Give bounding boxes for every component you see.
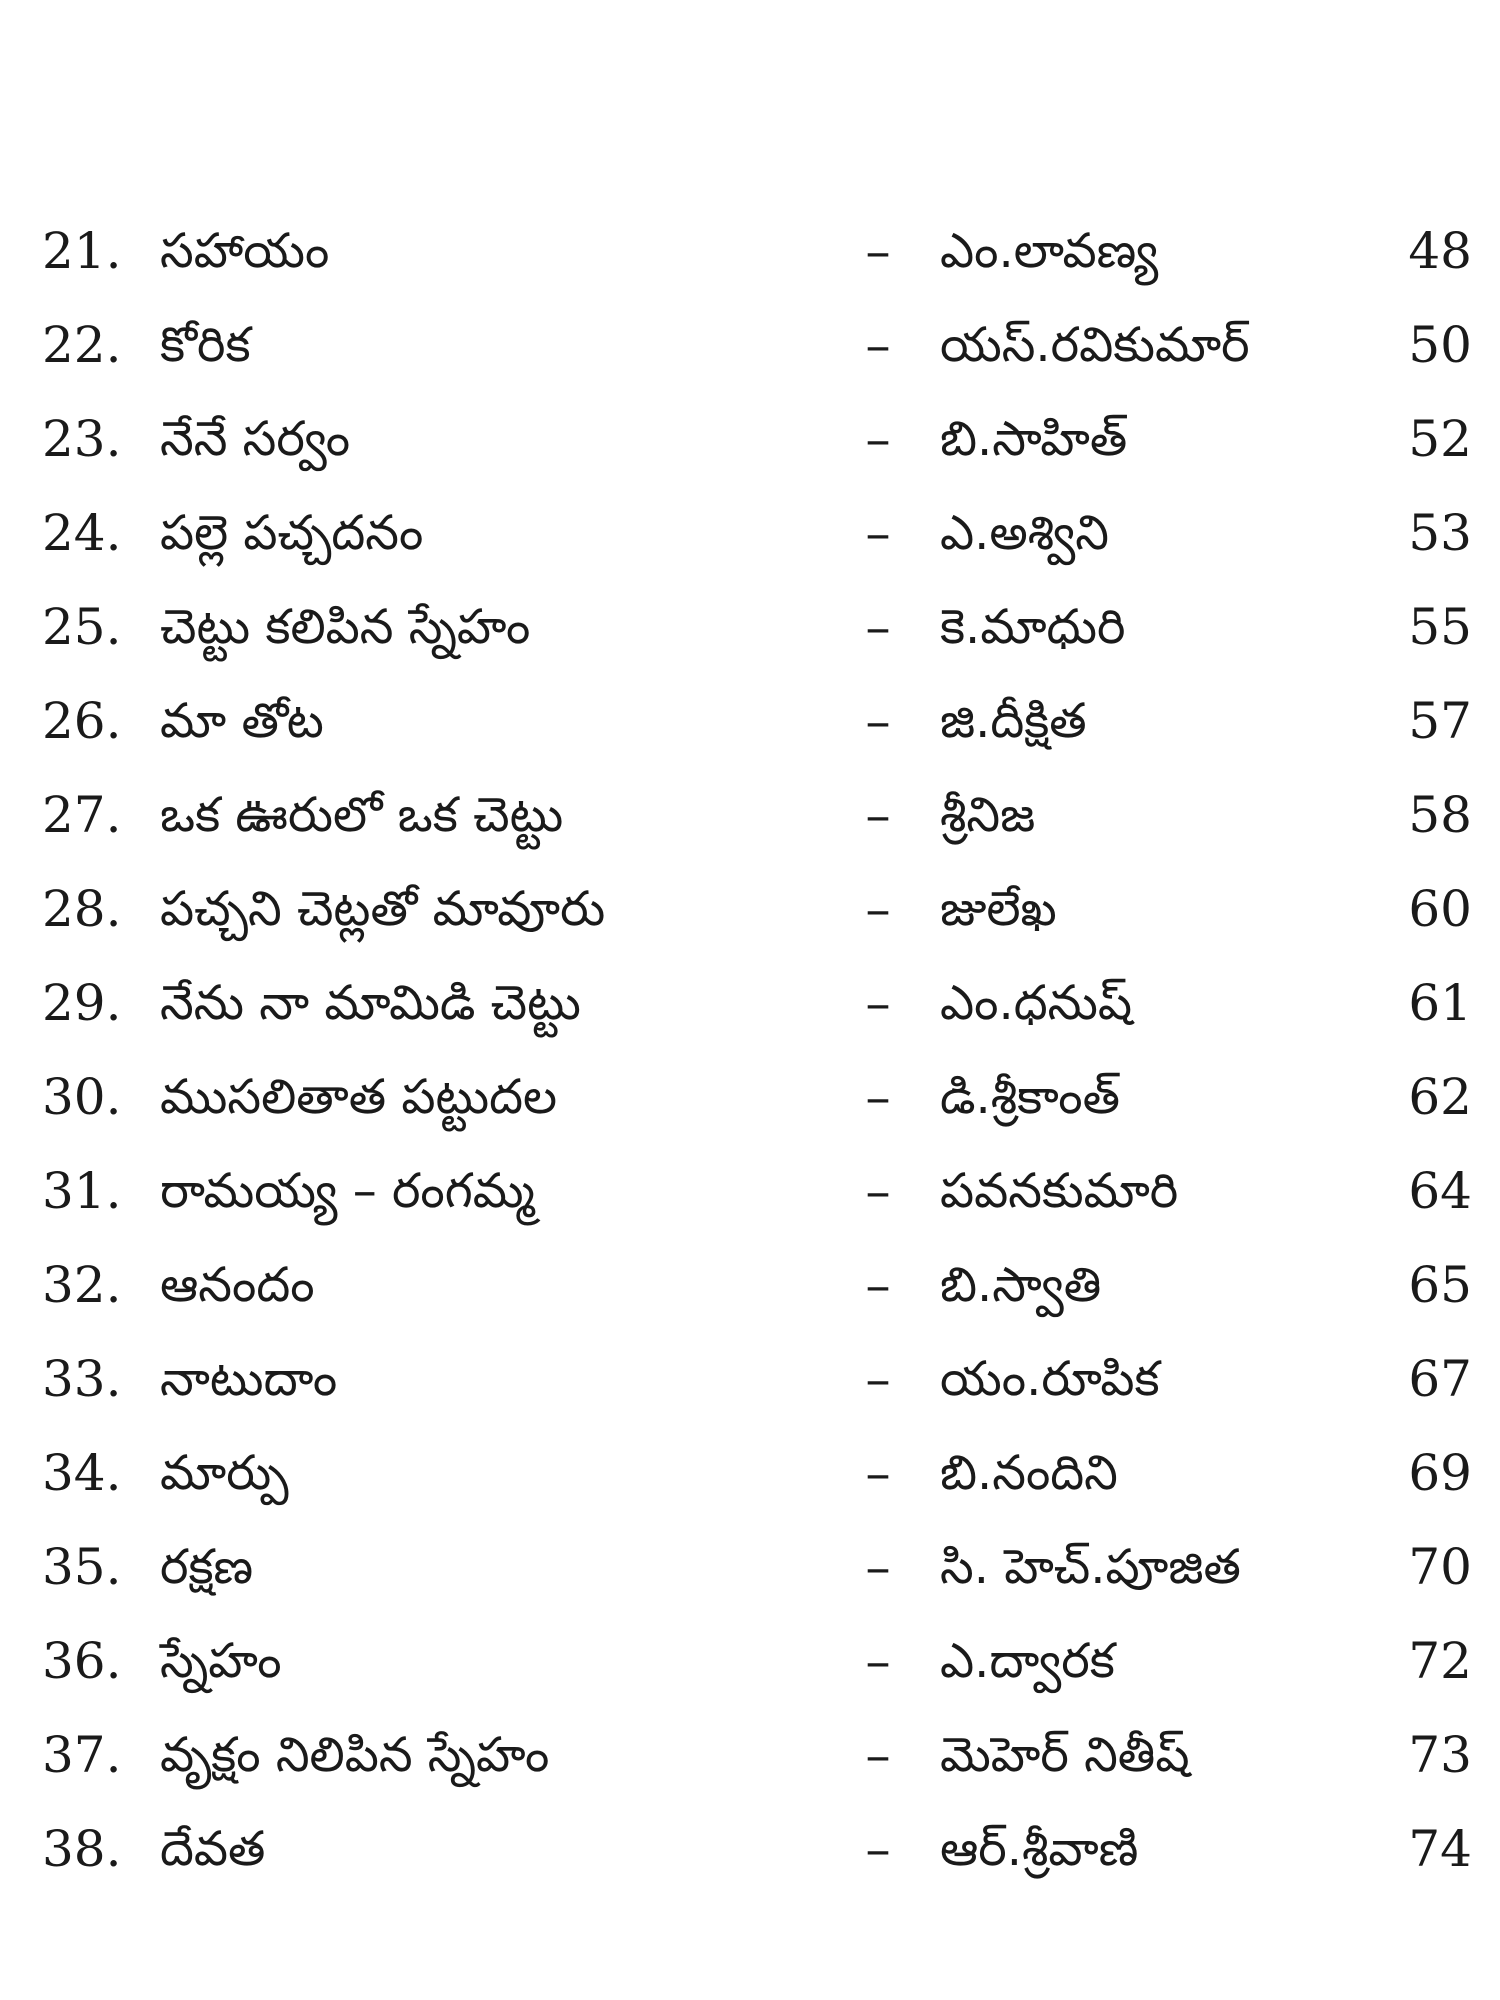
toc-entry <box>0 486 1500 580</box>
entry-title: కోరిక <box>160 317 251 373</box>
entry-number: 27. <box>42 786 122 844</box>
entry-page-number: 60 <box>1408 880 1472 938</box>
entry-author: ఎ.అశ్విని <box>940 505 1109 561</box>
entry-title: పల్లె పచ్చదనం <box>160 505 424 561</box>
entry-separator: – <box>865 1538 891 1596</box>
entry-page-number: 64 <box>1408 1162 1472 1220</box>
toc-entry <box>0 768 1500 862</box>
entry-number: 38. <box>42 1820 122 1878</box>
entry-author: బి.స్వాతి <box>940 1257 1102 1313</box>
entry-separator: – <box>865 1632 891 1690</box>
entry-number: 21. <box>42 222 122 280</box>
entry-page-number: 57 <box>1408 692 1472 750</box>
entry-author: ఆర్.శ్రీవాణి <box>940 1821 1139 1877</box>
toc-entry <box>0 1332 1500 1426</box>
toc-entry <box>0 1708 1500 1802</box>
entry-title: నేను నా మామిడి చెట్టు <box>160 975 581 1031</box>
entry-page-number: 62 <box>1408 1068 1472 1126</box>
entry-author: యం.రూపిక <box>940 1351 1160 1407</box>
entry-title: ముసలితాత పట్టుదల <box>160 1069 558 1125</box>
entry-title: చెట్టు కలిపిన స్నేహం <box>160 599 531 655</box>
entry-author: ఎ.ద్వారక <box>940 1633 1115 1689</box>
entry-separator: – <box>865 1444 891 1502</box>
entry-page-number: 74 <box>1408 1820 1472 1878</box>
entry-number: 22. <box>42 316 122 374</box>
entry-title: స్నేహం <box>160 1633 282 1689</box>
toc-entry <box>0 1426 1500 1520</box>
entry-title: రామయ్య – రంగమ్మ <box>160 1163 535 1219</box>
entry-separator: – <box>865 1256 891 1314</box>
entry-title: ఆనందం <box>160 1257 315 1313</box>
entry-separator: – <box>865 598 891 656</box>
toc-entry <box>0 1802 1500 1896</box>
entry-separator: – <box>865 974 891 1032</box>
toc-entry <box>0 1144 1500 1238</box>
entry-separator: – <box>865 880 891 938</box>
entry-page-number: 73 <box>1408 1726 1472 1784</box>
entry-number: 23. <box>42 410 122 468</box>
entry-page-number: 58 <box>1408 786 1472 844</box>
entry-separator: – <box>865 1726 891 1784</box>
entry-author: బి.సాహిత్ <box>940 411 1128 467</box>
entry-separator: – <box>865 786 891 844</box>
entry-page-number: 48 <box>1408 222 1472 280</box>
entry-separator: – <box>865 692 891 750</box>
entry-number: 32. <box>42 1256 122 1314</box>
entry-number: 28. <box>42 880 122 938</box>
entry-author: పవనకుమారి <box>940 1163 1179 1219</box>
toc-entry <box>0 674 1500 768</box>
entry-author: మెహెర్ నితీష్ <box>940 1727 1190 1783</box>
entry-author: కె.మాధురి <box>940 599 1126 655</box>
entry-number: 33. <box>42 1350 122 1408</box>
toc-entry <box>0 204 1500 298</box>
entry-author: జి.దీక్షిత <box>940 693 1087 749</box>
entry-number: 30. <box>42 1068 122 1126</box>
entry-author: ఎం.లావణ్య <box>940 223 1159 279</box>
entry-page-number: 70 <box>1408 1538 1472 1596</box>
entry-separator: – <box>865 316 891 374</box>
entry-separator: – <box>865 1350 891 1408</box>
entry-title: రక్షణ <box>160 1539 254 1595</box>
entry-number: 31. <box>42 1162 122 1220</box>
toc-entry <box>0 580 1500 674</box>
entry-title: దేవత <box>160 1821 266 1877</box>
entry-page-number: 55 <box>1408 598 1472 656</box>
entry-page-number: 52 <box>1408 410 1472 468</box>
toc-entry <box>0 1520 1500 1614</box>
entry-title: మార్పు <box>160 1445 289 1501</box>
entry-number: 35. <box>42 1538 122 1596</box>
toc-entry <box>0 956 1500 1050</box>
entry-number: 34. <box>42 1444 122 1502</box>
entry-separator: – <box>865 504 891 562</box>
entry-title: నేనే సర్వం <box>160 411 351 467</box>
entry-title: నాటుదాం <box>160 1351 338 1407</box>
entry-author: ఎం.ధనుష్ <box>940 975 1133 1031</box>
entry-title: పచ్చని చెట్లతో మావూరు <box>160 881 606 937</box>
entry-separator: – <box>865 1162 891 1220</box>
entry-separator: – <box>865 222 891 280</box>
entry-title: ఒక ఊరులో ఒక చెట్టు <box>160 787 564 843</box>
entry-page-number: 61 <box>1408 974 1472 1032</box>
toc-entry <box>0 1050 1500 1144</box>
toc-entry <box>0 1238 1500 1332</box>
entry-number: 24. <box>42 504 122 562</box>
toc-entry <box>0 862 1500 956</box>
entry-page-number: 67 <box>1408 1350 1472 1408</box>
entry-page-number: 72 <box>1408 1632 1472 1690</box>
entry-number: 37. <box>42 1726 122 1784</box>
entry-separator: – <box>865 1820 891 1878</box>
toc-entry <box>0 298 1500 392</box>
entry-author: సి. హెచ్.పూజిత <box>940 1539 1241 1595</box>
entry-number: 36. <box>42 1632 122 1690</box>
entry-author: జులేఖ <box>940 881 1057 937</box>
entry-author: బి.నందిని <box>940 1445 1118 1501</box>
entry-title: మా తోట <box>160 693 324 749</box>
entry-page-number: 53 <box>1408 504 1472 562</box>
entry-number: 26. <box>42 692 122 750</box>
entry-number: 25. <box>42 598 122 656</box>
entry-title: సహాయం <box>160 223 330 279</box>
entry-author: శ్రీనిజ <box>940 787 1036 843</box>
toc-entry <box>0 392 1500 486</box>
entry-page-number: 50 <box>1408 316 1472 374</box>
entry-title: వృక్షం నిలిపిన స్నేహం <box>160 1727 550 1783</box>
entry-separator: – <box>865 410 891 468</box>
toc-entry <box>0 1614 1500 1708</box>
entry-author: యస్.రవికుమార్ <box>940 317 1250 373</box>
entry-number: 29. <box>42 974 122 1032</box>
entry-author: డి.శ్రీకాంత్ <box>940 1069 1120 1125</box>
entry-separator: – <box>865 1068 891 1126</box>
entry-page-number: 65 <box>1408 1256 1472 1314</box>
entry-page-number: 69 <box>1408 1444 1472 1502</box>
